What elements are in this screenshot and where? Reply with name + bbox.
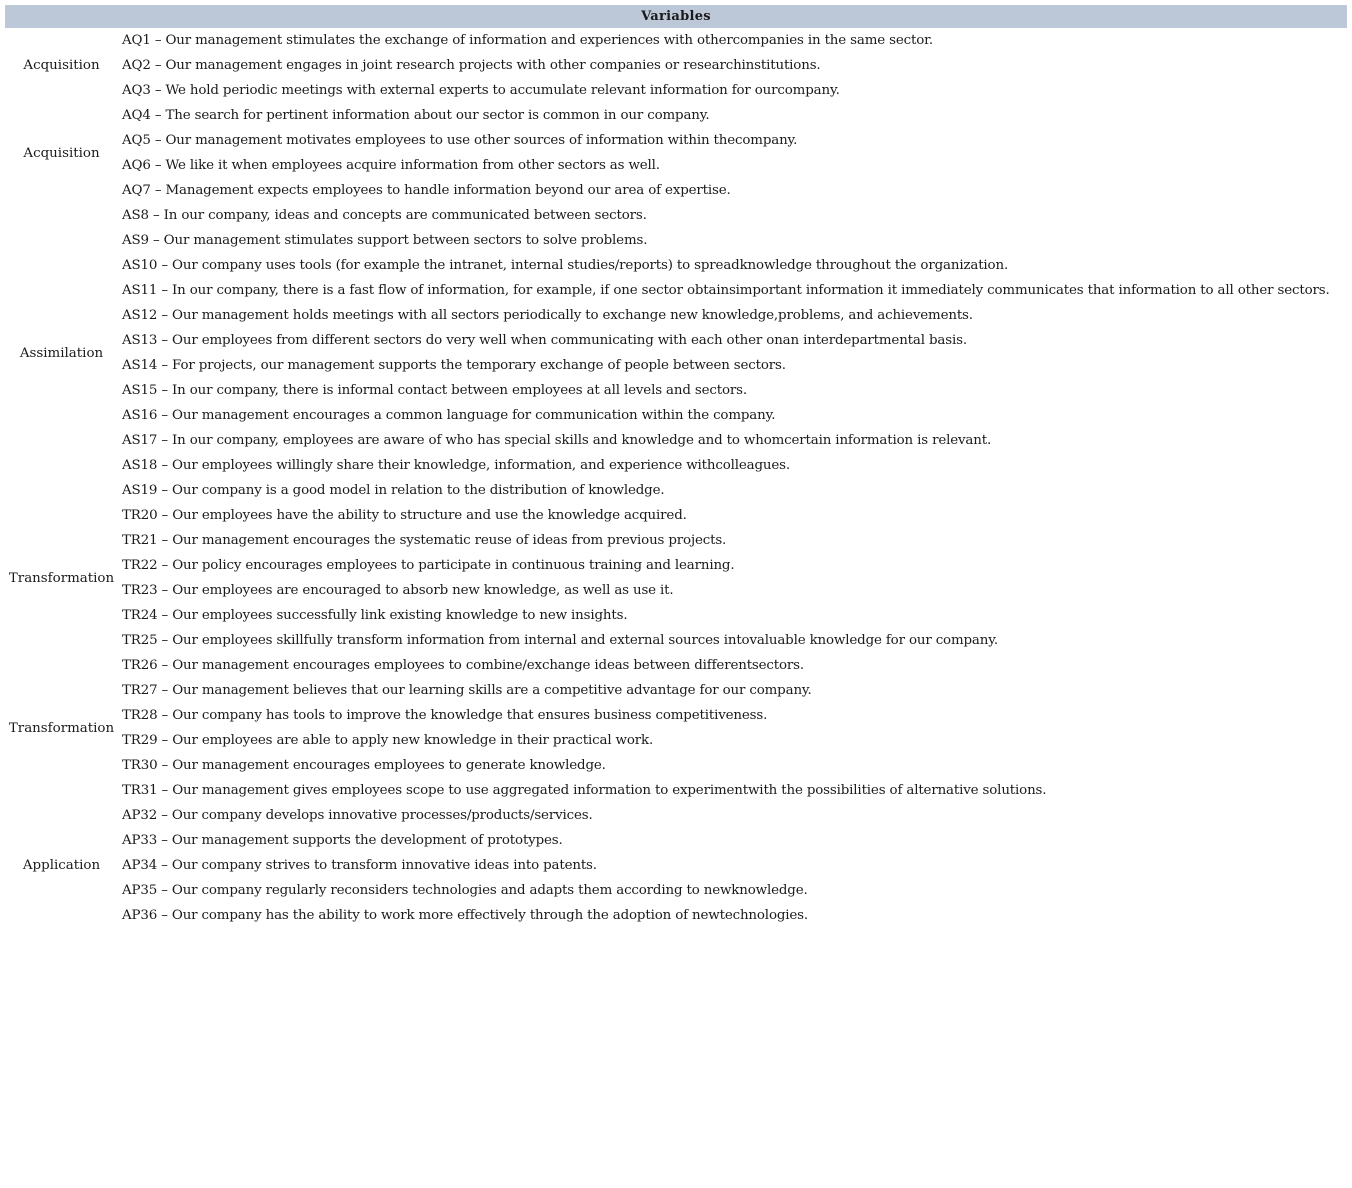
- table-row: [5, 578, 1347, 603]
- variable-item: TR27 – Our management believes that our learning skills are a competitive advantage for our company.: [122, 683, 812, 698]
- variable-item: AP32 – Our company develops innovative processes/products/services.: [122, 808, 593, 823]
- variable-item: AP33 – Our management supports the development of prototypes.: [122, 833, 563, 848]
- variable-item: TR25 – Our employees skillfully transform information from internal and external sources intovaluable knowledge for our company.: [122, 633, 998, 648]
- variable-item: AP35 – Our company regularly reconsiders technologies and adapts them according to newknowledge.: [122, 883, 808, 898]
- variable-item: TR30 – Our management encourages employees to generate knowledge.: [122, 758, 606, 773]
- table-row: [5, 78, 1347, 103]
- table-row: [5, 178, 1347, 203]
- variable-item: AS17 – In our company, employees are aware of who has special skills and knowledge and to whomcertain information is relevant.: [122, 433, 992, 448]
- variable-item: AQ6 – We like it when employees acquire information from other sectors as well.: [122, 158, 660, 173]
- table-row: [5, 653, 1347, 678]
- table-row: [5, 753, 1347, 778]
- table-row: [5, 503, 1347, 528]
- table-row: [5, 103, 1347, 128]
- table-row: [5, 378, 1347, 403]
- table-row: [5, 703, 1347, 728]
- variables-table: [5, 5, 1347, 928]
- table-row: [5, 828, 1347, 853]
- variable-item: AS15 – In our company, there is informal contact between employees at all levels and sectors.: [122, 383, 747, 398]
- table-header: Variables: [5, 5, 1347, 28]
- group-label: Transformation: [8, 720, 115, 736]
- table-row: [5, 453, 1347, 478]
- table-row: [5, 603, 1347, 628]
- table-row: [5, 253, 1347, 278]
- table-row: [5, 303, 1347, 328]
- variables-table-container: [5, 5, 1347, 928]
- group-label: Assimilation: [19, 345, 104, 361]
- table-row: [5, 778, 1347, 803]
- variable-item: TR31 – Our management gives employees scope to use aggregated information to experimentwith the possibilities of alternative solutions.: [122, 783, 1047, 798]
- group-label: Acquisition: [23, 58, 100, 73]
- variable-item: AQ5 – Our management motivates employees to use other sources of information within thecompany.: [122, 133, 798, 148]
- variable-item: AS18 – Our employees willingly share their knowledge, information, and experience withcolleagues.: [122, 458, 790, 473]
- variable-item: TR21 – Our management encourages the systematic reuse of ideas from previous projects.: [122, 533, 727, 548]
- table-row: [5, 553, 1347, 578]
- table-row: [5, 53, 1347, 78]
- variable-item: AS12 – Our management holds meetings with all sectors periodically to exchange new knowledge,problems, and achievements.: [122, 308, 973, 323]
- table-row: [5, 678, 1347, 703]
- variable-item: AS13 – Our employees from different sectors do very well when communicating with each other onan interdepartmental basis.: [122, 333, 967, 348]
- table-row: [5, 628, 1347, 653]
- table-body: [5, 28, 1347, 928]
- variable-item: AQ3 – We hold periodic meetings with external experts to accumulate relevant information for ourcompany.: [122, 83, 840, 98]
- variable-item: TR23 – Our employees are encouraged to absorb new knowledge, as well as use it.: [122, 583, 674, 598]
- table-row: [5, 278, 1347, 303]
- table-row: [5, 153, 1347, 178]
- variable-item: TR28 – Our company has tools to improve the knowledge that ensures business competitiveness.: [122, 708, 768, 723]
- variable-item: TR24 – Our employees successfully link existing knowledge to new insights.: [122, 608, 628, 623]
- table-row: [5, 478, 1347, 503]
- variable-item: AQ7 – Management expects employees to handle information beyond our area of expertise.: [122, 183, 731, 198]
- variable-item: AS8 – In our company, ideas and concepts are communicated between sectors.: [122, 208, 647, 223]
- variable-item: TR20 – Our employees have the ability to structure and use the knowledge acquired.: [122, 508, 687, 523]
- variable-item: AS10 – Our company uses tools (for example the intranet, internal studies/reports) to spreadknowledge throughout the organization.: [122, 258, 1009, 273]
- group-label: Acquisition: [23, 145, 100, 161]
- table-header-row: [5, 5, 1347, 28]
- variable-item: TR29 – Our employees are able to apply new knowledge in their practical work.: [122, 733, 654, 748]
- table-row: [5, 203, 1347, 228]
- table-row: [5, 853, 1347, 878]
- table-row: [5, 353, 1347, 378]
- table-row: [5, 728, 1347, 753]
- group-label: Application: [22, 858, 101, 873]
- table-row: [5, 403, 1347, 428]
- variable-item: AS19 – Our company is a good model in relation to the distribution of knowledge.: [122, 483, 665, 498]
- variable-item: AS14 – For projects, our management supports the temporary exchange of people between sectors.: [122, 358, 786, 373]
- variable-item: AQ4 – The search for pertinent information about our sector is common in our company.: [122, 108, 710, 123]
- variable-item: TR26 – Our management encourages employees to combine/exchange ideas between differentsectors.: [122, 658, 804, 673]
- table-row: [5, 803, 1347, 828]
- variable-item: TR22 – Our policy encourages employees to participate in continuous training and learning.: [122, 558, 735, 573]
- variable-item: AQ1 – Our management stimulates the exchange of information and experiences with othercompanies in the same sector.: [122, 33, 934, 48]
- variable-item: AQ2 – Our management engages in joint research projects with other companies or researchinstitutions.: [122, 58, 821, 73]
- table-row: [5, 903, 1347, 928]
- table-row: [5, 28, 1347, 53]
- table-row: [5, 328, 1347, 353]
- table-row: [5, 128, 1347, 153]
- variable-item: AS9 – Our management stimulates support between sectors to solve problems.: [122, 233, 648, 248]
- variable-item: AS11 – In our company, there is a fast flow of information, for example, if one sector obtainsimportant information it immediately communicates that information to all other sectors.: [122, 283, 1330, 298]
- table-row: [5, 428, 1347, 453]
- group-label: Transformation: [8, 570, 115, 586]
- variable-item: AS16 – Our management encourages a common language for communication within the company.: [122, 408, 776, 423]
- variable-item: AP36 – Our company has the ability to work more effectively through the adoption of newtechnologies.: [122, 908, 809, 923]
- table-row: [5, 528, 1347, 553]
- variable-item: AP34 – Our company strives to transform innovative ideas into patents.: [122, 858, 597, 873]
- table-row: [5, 228, 1347, 253]
- table-row: [5, 878, 1347, 903]
